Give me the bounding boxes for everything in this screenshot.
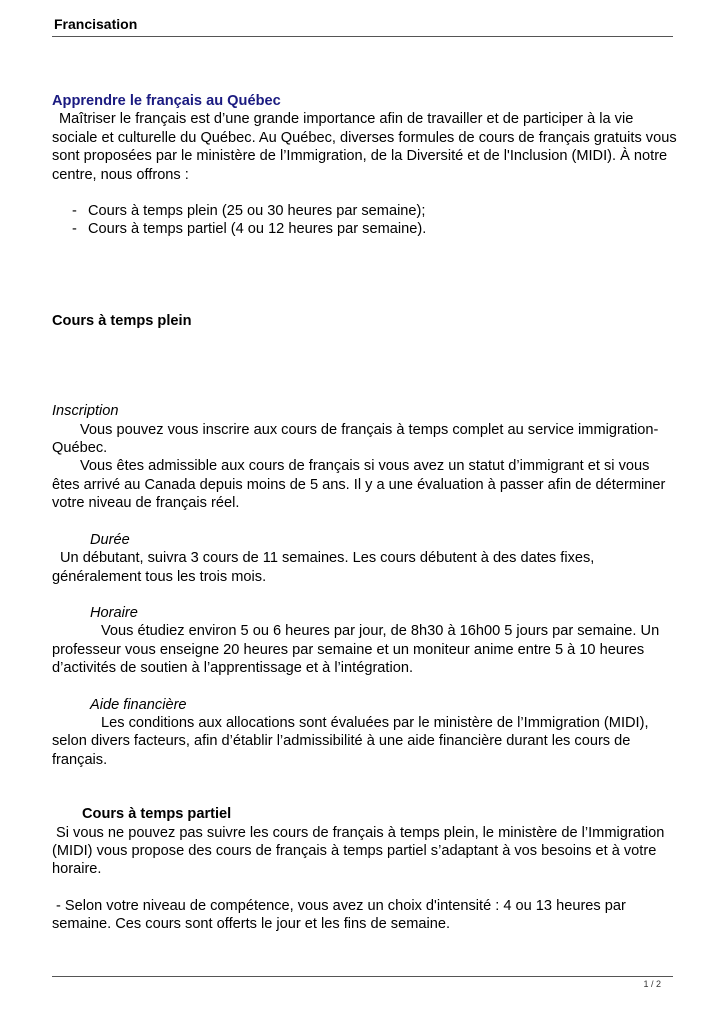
inscription-paragraph-2: Vous êtes admissible aux cours de français si vous avez un statut d’immigrant et si vous êtes arrivé au Canada depuis moins de 5 ans. Il y a une évaluation à passer afin de déterminer votre niveau de français réel. [52, 458, 666, 512]
footer-divider [52, 976, 673, 977]
duree-heading: Durée [90, 531, 130, 548]
page-number: 1 / 2 [643, 979, 661, 989]
horaire-paragraph: Vous étudiez environ 5 ou 6 heures par jour, de 8h30 à 16h00 5 jours par semaine. Un professeur vous enseigne 20 heures par semaine et un moniteur anime entre 5 à 10 heures d’activités de soutien à l’apprentissage et à l’intégration. [52, 623, 660, 677]
intro-paragraph [52, 110, 677, 184]
aide-paragraph: Les conditions aux allocations sont évaluées par le ministère de l’Immigration (MIDI), selon divers facteurs, afin d’établir l’admissibilité à une aide financière durant les cours de français. [52, 714, 649, 768]
part-time-paragraph-1: Si vous ne pouvez pas suivre les cours de français à temps plein, le ministère de l’Immigration (MIDI) vous propose des cours de français à temps partiel s’adaptant à vos besoins et à votre horaire. [52, 824, 665, 878]
horaire-heading: Horaire [90, 604, 138, 621]
document-header-title: Francisation [54, 16, 138, 32]
part-time-title: Cours à temps partiel [82, 806, 232, 823]
intro-paragraph-text: Maîtriser le français est d’une grande importance afin de travailler et de participer à la vie sociale et culturelle du Québec. Au Québec, diverses formules de cours de français gratuits vous sont proposées par le ministère de l’Immigration, de la Diversité et de l'Inclusion (MIDI). À notre centre, nous offrons : [52, 111, 677, 183]
document-body [52, 92, 677, 934]
intro-title: Apprendre le français au Québec [52, 93, 281, 109]
full-time-title: Cours à temps plein [52, 312, 192, 329]
duree-paragraph: Un débutant, suivra 3 cours de 11 semaines. Les cours débutent à des dates fixes, généralement tous les trois mois. [52, 550, 595, 585]
part-time-paragraph-2: - Selon votre niveau de compétence, vous avez un choix d'intensité : 4 ou 13 heures par semaine. Ces cours sont offerts le jour et les fins de semaine. [52, 897, 626, 933]
list-item: - Cours à temps partiel (4 ou 12 heures par semaine). [52, 220, 677, 238]
course-options-list [52, 202, 677, 239]
aide-heading: Aide financière [90, 696, 187, 713]
inscription-paragraph-1: Vous pouvez vous inscrire aux cours de français à temps complet au service immigration-Québec. [52, 421, 659, 457]
header-divider [52, 36, 673, 37]
inscription-heading: Inscription [52, 403, 119, 420]
list-item: - Cours à temps plein (25 ou 30 heures par semaine); [52, 202, 677, 220]
